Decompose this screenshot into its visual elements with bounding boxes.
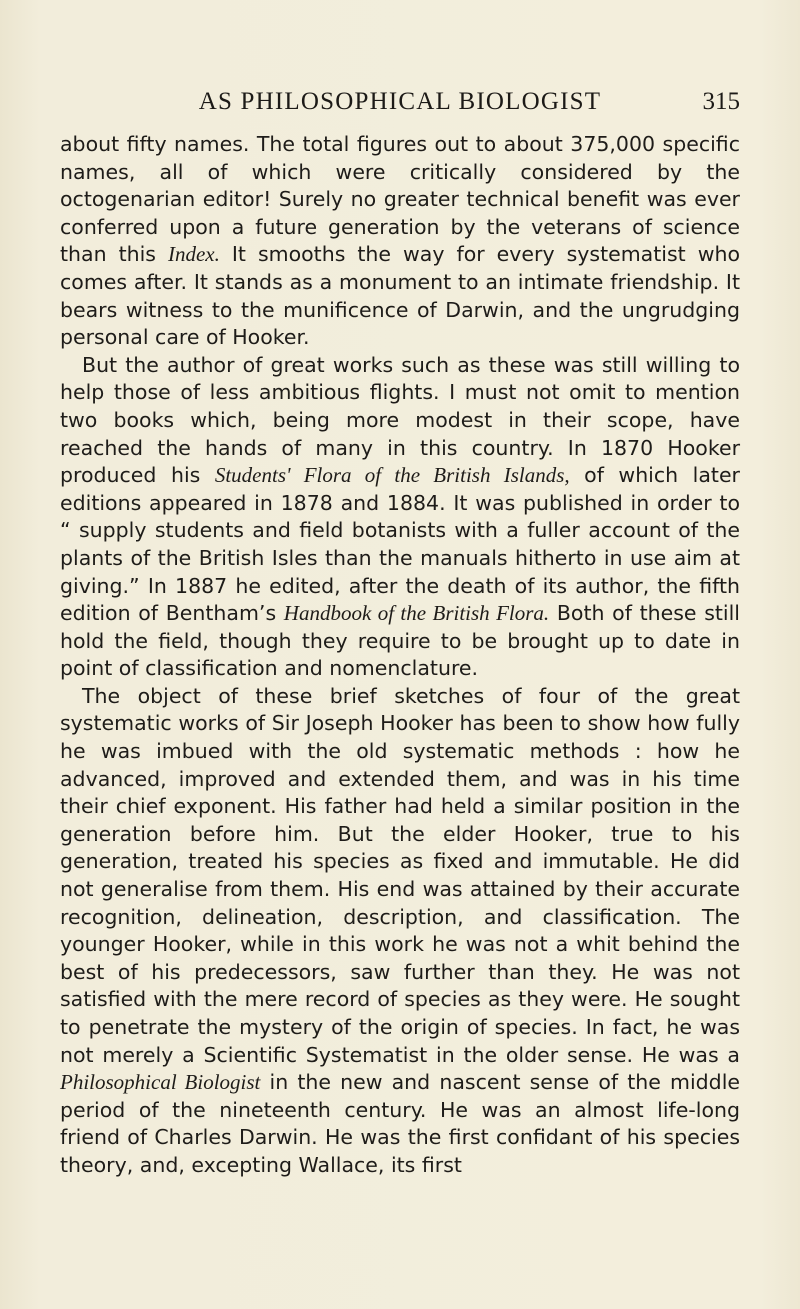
- paragraph-2: [60, 352, 740, 683]
- text-segment: of which later editions appeared in 1878 and 1884. It was published in order to “ supply students and field botanists with a fuller account of the plants of the British Isles than the manuals hitherto in use aim at giving.” In 1887 he edited, after the death of its author, the fifth edition of Bentham’s: [60, 463, 740, 626]
- text-segment: But the author of great works such as these was still willing to help those of less ambitious flights. I must not omit to mention two books which, being more modest in their scope, have reached the hands of many in this country. In 1870 Hooker produced his: [60, 352, 740, 488]
- page-number: 315: [702, 88, 740, 115]
- page-header: [60, 88, 740, 124]
- text-segment: about fifty names. The total figures out to about 375,000 specific names, all of which were critically considered by the octogenarian editor! Surely no greater technical benefit was ever conferred upon a future generation by the veterans of science than this: [60, 132, 740, 267]
- text-segment: The object of these brief sketches of four of the great systematic works of Sir Joseph Hooker has been to show how fully he was imbued with the old systematic methods : how he advanced, improved and extended them, and was in his time their chief exponent. His father had held a similar position in the generation before him. But the elder Hooker, true to his generation, treated his species as fixed and immutable. He did not generalise from them. His end was attained by their accurate recognition, delineation, description, and classification. The younger Hooker, while in this work he was not a whit behind the best of his predecessors, saw further than they. He was not satisfied with the mere record of species as they were. He sought to penetrate the mystery of the origin of species. In fact, he was not merely a Scientific Systematist in the older sense. He was a: [60, 683, 740, 1067]
- italic-philosophical-biologist: Philosophical Biologist: [60, 1070, 261, 1095]
- italic-title-students-flora: Students' Flora of the British Islands,: [214, 463, 570, 488]
- italic-title-index: Index.: [167, 242, 220, 267]
- paragraph-1: [60, 131, 740, 352]
- paragraph-3: [60, 683, 740, 1180]
- text-segment: in the new and nascent sense of the middle period of the nineteenth century. He was an almost life-long friend of Charles Darwin. He was the first confidant of his species theory, and, excepting Wallace, its first: [60, 1070, 741, 1177]
- text-segment: It smooths the way for every systematist who comes after. It stands as a monument to an intimate friendship. It bears witness to the munificence of Darwin, and the ungrudging personal care of Hooker.: [60, 242, 740, 350]
- running-head: AS PHILOSOPHICAL BIOLOGIST: [198, 88, 602, 115]
- text-segment: Both of these still hold the field, though they require to be brought up to date in point of classification and nomenclature.: [60, 601, 740, 681]
- italic-title-handbook: Handbook of the British Flora.: [283, 601, 550, 626]
- body-text: [60, 131, 740, 1180]
